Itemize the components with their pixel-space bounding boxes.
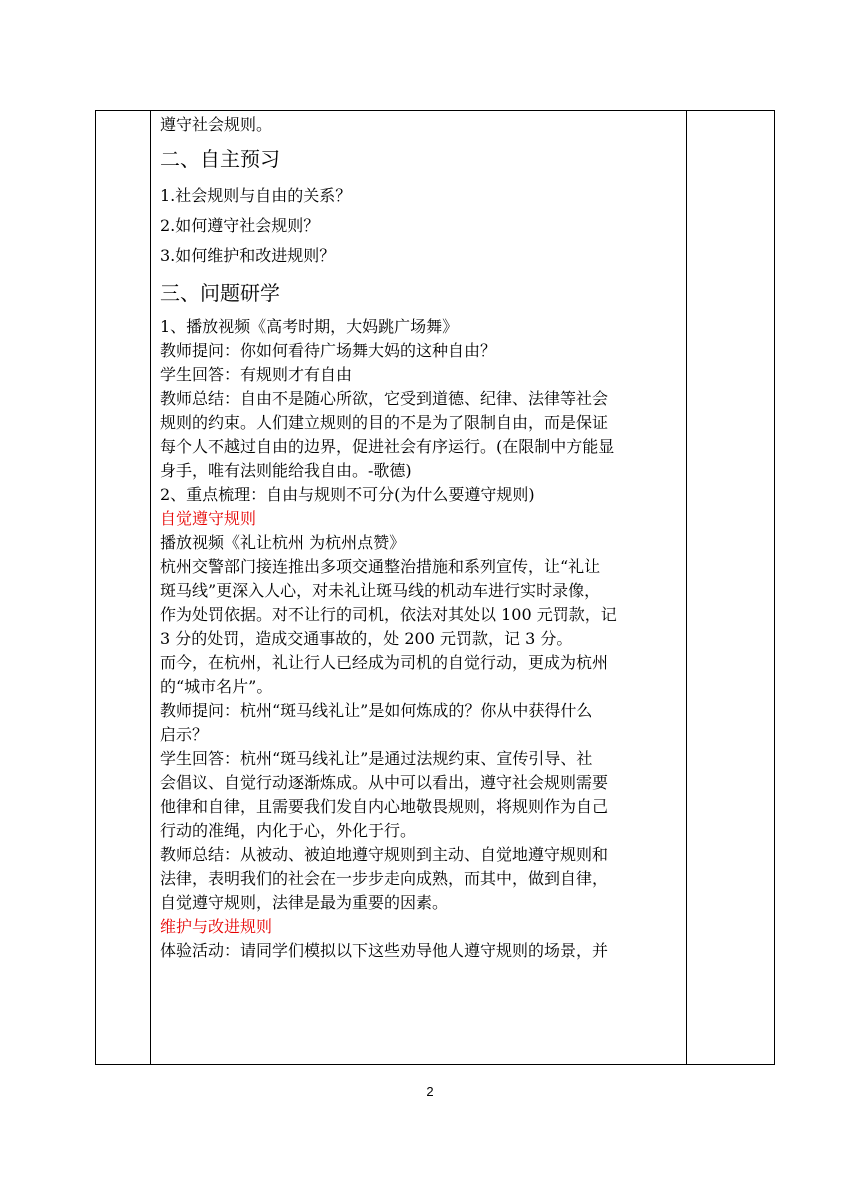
- section-heading-preview: 二、自主预习: [160, 147, 280, 171]
- text-line: 播放视频《礼让杭州 为杭州点赞》: [160, 533, 406, 552]
- text-line: 身手，唯有法则能给我自由。-歌德): [160, 461, 412, 480]
- text-line: 杭州交警部门接连推出多项交通整治措施和系列宣传，让“礼让: [160, 557, 601, 576]
- text-line: 学生回答：杭州“斑马线礼让”是通过法规约束、宣传引导、社: [160, 749, 593, 768]
- page-number: 2: [426, 1084, 434, 1099]
- text-line: 规则的约束。人们建立规则的目的不是为了限制自由，而是保证: [160, 413, 609, 432]
- text-line: 启示？: [160, 725, 209, 744]
- preview-question: 1.社会规则与自由的关系？: [160, 186, 352, 205]
- text-line: 行动的准绳，内化于心，外化于行。: [160, 821, 417, 840]
- text-line: 教师总结：从被动、被迫地遵守规则到主动、自觉地遵守规则和: [160, 845, 609, 864]
- text-line: 教师提问：你如何看待广场舞大妈的这种自由？: [160, 341, 497, 360]
- text-line: 而今，在杭州，礼让行人已经成为司机的自觉行动，更成为杭州: [160, 653, 609, 672]
- text-line: 法律，表明我们的社会在一步步走向成熟，而其中，做到自律，: [160, 869, 609, 888]
- text-line: 体验活动：请同学们模拟以下这些劝导他人遵守规则的场景，并: [160, 941, 609, 960]
- text-line: 他律和自律，且需要我们发自内心地敬畏规则，将规则作为自己: [160, 797, 609, 816]
- column-divider-2: [686, 111, 687, 1064]
- subsection-heading: 维护与改进规则: [160, 917, 273, 936]
- text-line: 自觉遵守规则，法律是最为重要的因素。: [160, 893, 449, 912]
- preview-question: 3.如何维护和改进规则？: [160, 246, 336, 265]
- text-line: 教师提问：杭州“斑马线礼让”是如何炼成的？你从中获得什么: [160, 701, 593, 720]
- text-line: 作为处罚依据。对不让行的司机，依法对其处以 100 元罚款，记: [160, 605, 617, 624]
- lesson-table: [95, 110, 775, 1065]
- section-heading-research: 三、问题研学: [160, 281, 280, 305]
- text-line: 3 分的处罚，造成交通事故的，处 200 元罚款，记 3 分。: [160, 629, 573, 648]
- text-line: 2、重点梳理：自由与规则不可分(为什么要遵守规则): [160, 485, 535, 504]
- text-line: 学生回答：有规则才有自由: [160, 365, 353, 384]
- text-line: 遵守社会规则。: [160, 115, 273, 134]
- column-divider-1: [150, 111, 151, 1064]
- preview-question: 2.如何遵守社会规则？: [160, 216, 320, 235]
- text-line: 1、播放视频《高考时期，大妈跳广场舞》: [160, 317, 459, 336]
- subsection-heading: 自觉遵守规则: [160, 509, 257, 528]
- text-line: 教师总结：自由不是随心所欲，它受到道德、纪律、法律等社会: [160, 389, 609, 408]
- text-line: 的“城市名片”。: [160, 677, 273, 696]
- content-cell: [156, 111, 686, 963]
- text-line: 斑马线”更深入人心，对未礼让斑马线的机动车进行实时录像，: [160, 581, 601, 600]
- text-line: 会倡议、自觉行动逐渐炼成。从中可以看出，遵守社会规则需要: [160, 773, 609, 792]
- text-line: 每个人不越过自由的边界，促进社会有序运行。(在限制中方能显: [160, 437, 615, 456]
